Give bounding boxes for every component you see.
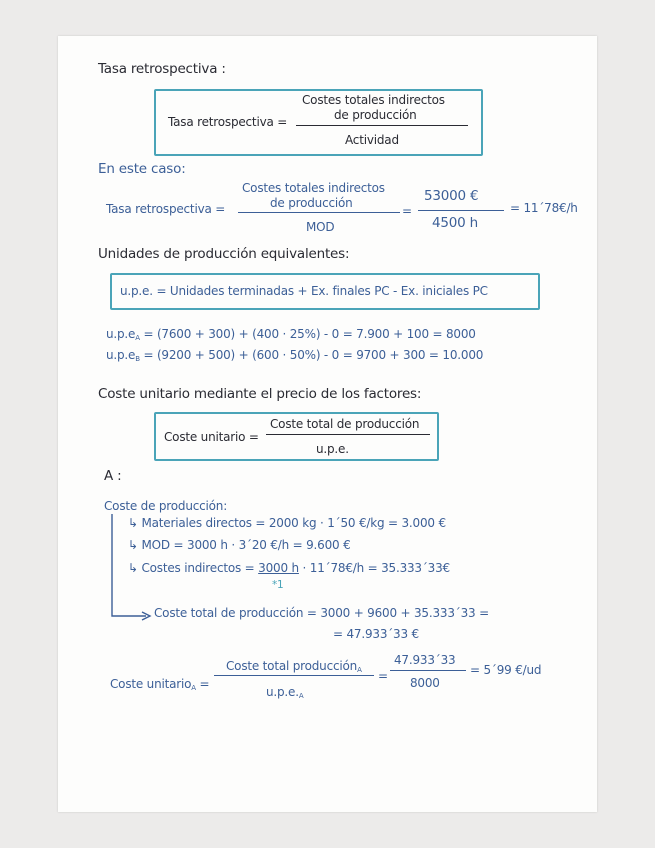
caso-value-denominator: 4500 h [432,215,479,231]
coste-unitario-lhs: Coste unitario = [164,430,259,444]
unitario-a-value-den: 8000 [410,676,440,690]
coste-unitario-fraction-bar [266,434,430,435]
indirectos-rest: · 11´78€/h = 35.333´33€ [302,561,450,575]
caso-result: = 11´78€/h [510,201,578,215]
unitario-a-value-num: 47.933´33 [394,653,456,667]
coste-produccion-heading: Coste de producción: [104,499,228,513]
upe-b-row [106,349,483,363]
upe-a-sub: A [135,334,140,342]
unitario-a-denominator [266,686,303,700]
caso-numerator-1: Costes totales indirectos [242,181,385,195]
upe-b-expr: = (9200 + 500) + (600 · 50%) - 0 = 9700 + 300 = 10.000 [143,348,484,362]
upe-formula: u.p.e. = Unidades terminadas + Ex. finales PC - Ex. iniciales PC [120,284,488,298]
unitario-a-lhs-sub: A [191,684,196,692]
indirectos-line [128,562,450,574]
mod-text: MOD = 3000 h · 3´20 €/h = 9.600 € [141,538,351,552]
indirectos-label: Costes indirectos = [141,561,255,575]
indirectos-hours: 3000 h [258,561,299,575]
arrow-icon: ↳ [128,561,138,575]
mod-line [128,539,351,551]
caso-fraction-bar [238,212,400,213]
unitario-a-value-bar [390,670,466,671]
tasa-formula-numerator-1: Costes totales indirectos [302,93,445,107]
total-line-2: = 47.933´33 € [333,627,419,641]
unitario-a-lhs-text: Coste unitario [110,677,192,691]
caso-value-bar [418,210,504,211]
unitario-a-lhs [110,678,209,692]
unitario-a-numerator-text: Coste total producción [226,659,358,673]
unitario-a-eq2: = [378,669,388,683]
tasa-formula-fraction-bar [296,125,468,126]
caso-value-numerator: 53000 € [424,188,479,204]
caso-equals: = [402,204,412,218]
upe-b-sub: B [135,355,140,363]
upe-a-expr: = (7600 + 300) + (400 · 25%) - 0 = 7.900 + 100 = 8000 [143,327,476,341]
en-este-caso-heading: En este caso: [98,161,186,177]
tasa-formula-lhs: Tasa retrospectiva = [168,115,288,129]
unitario-a-result: = 5´99 €/ud [470,663,542,677]
coste-unitario-heading: Coste unitario mediante el precio de los factores: [98,386,422,402]
caso-lhs: Tasa retrospectiva = [106,202,226,216]
caso-numerator-2: de producción [270,196,353,210]
upe-a-label: u.p.e [106,327,136,341]
materiales-line [128,517,446,529]
arrow-icon: ↳ [128,516,138,530]
arrow-icon: ↳ [128,538,138,552]
materiales-text: Materiales directos = 2000 kg · 1´50 €/kg = 3.000 € [141,516,446,530]
upe-b-label: u.p.e [106,348,136,362]
coste-unitario-numerator: Coste total de producción [270,417,420,431]
upe-heading: Unidades de producción equivalentes: [98,246,350,262]
caso-denominator: MOD [306,220,335,234]
unitario-a-fraction-bar [214,675,374,676]
unitario-a-numerator [226,660,362,674]
unitario-a-denominator-text: u.p.e. [266,685,299,699]
upe-a-row [106,328,476,342]
footnote-marker: *1 [272,579,284,591]
tasa-heading: Tasa retrospectiva : [98,61,226,77]
tasa-formula-numerator-2: de producción [334,108,417,122]
tasa-formula-denominator: Actividad [345,133,399,147]
unitario-a-denominator-sub: A [298,692,304,700]
total-line-1: Coste total de producción = 3000 + 9600 + 35.333´33 = [154,606,489,620]
unitario-a-eq: = [199,677,210,691]
unitario-a-numerator-sub: A [357,666,362,674]
section-a-heading: A : [104,468,122,484]
coste-unitario-denominator: u.p.e. [316,442,349,456]
